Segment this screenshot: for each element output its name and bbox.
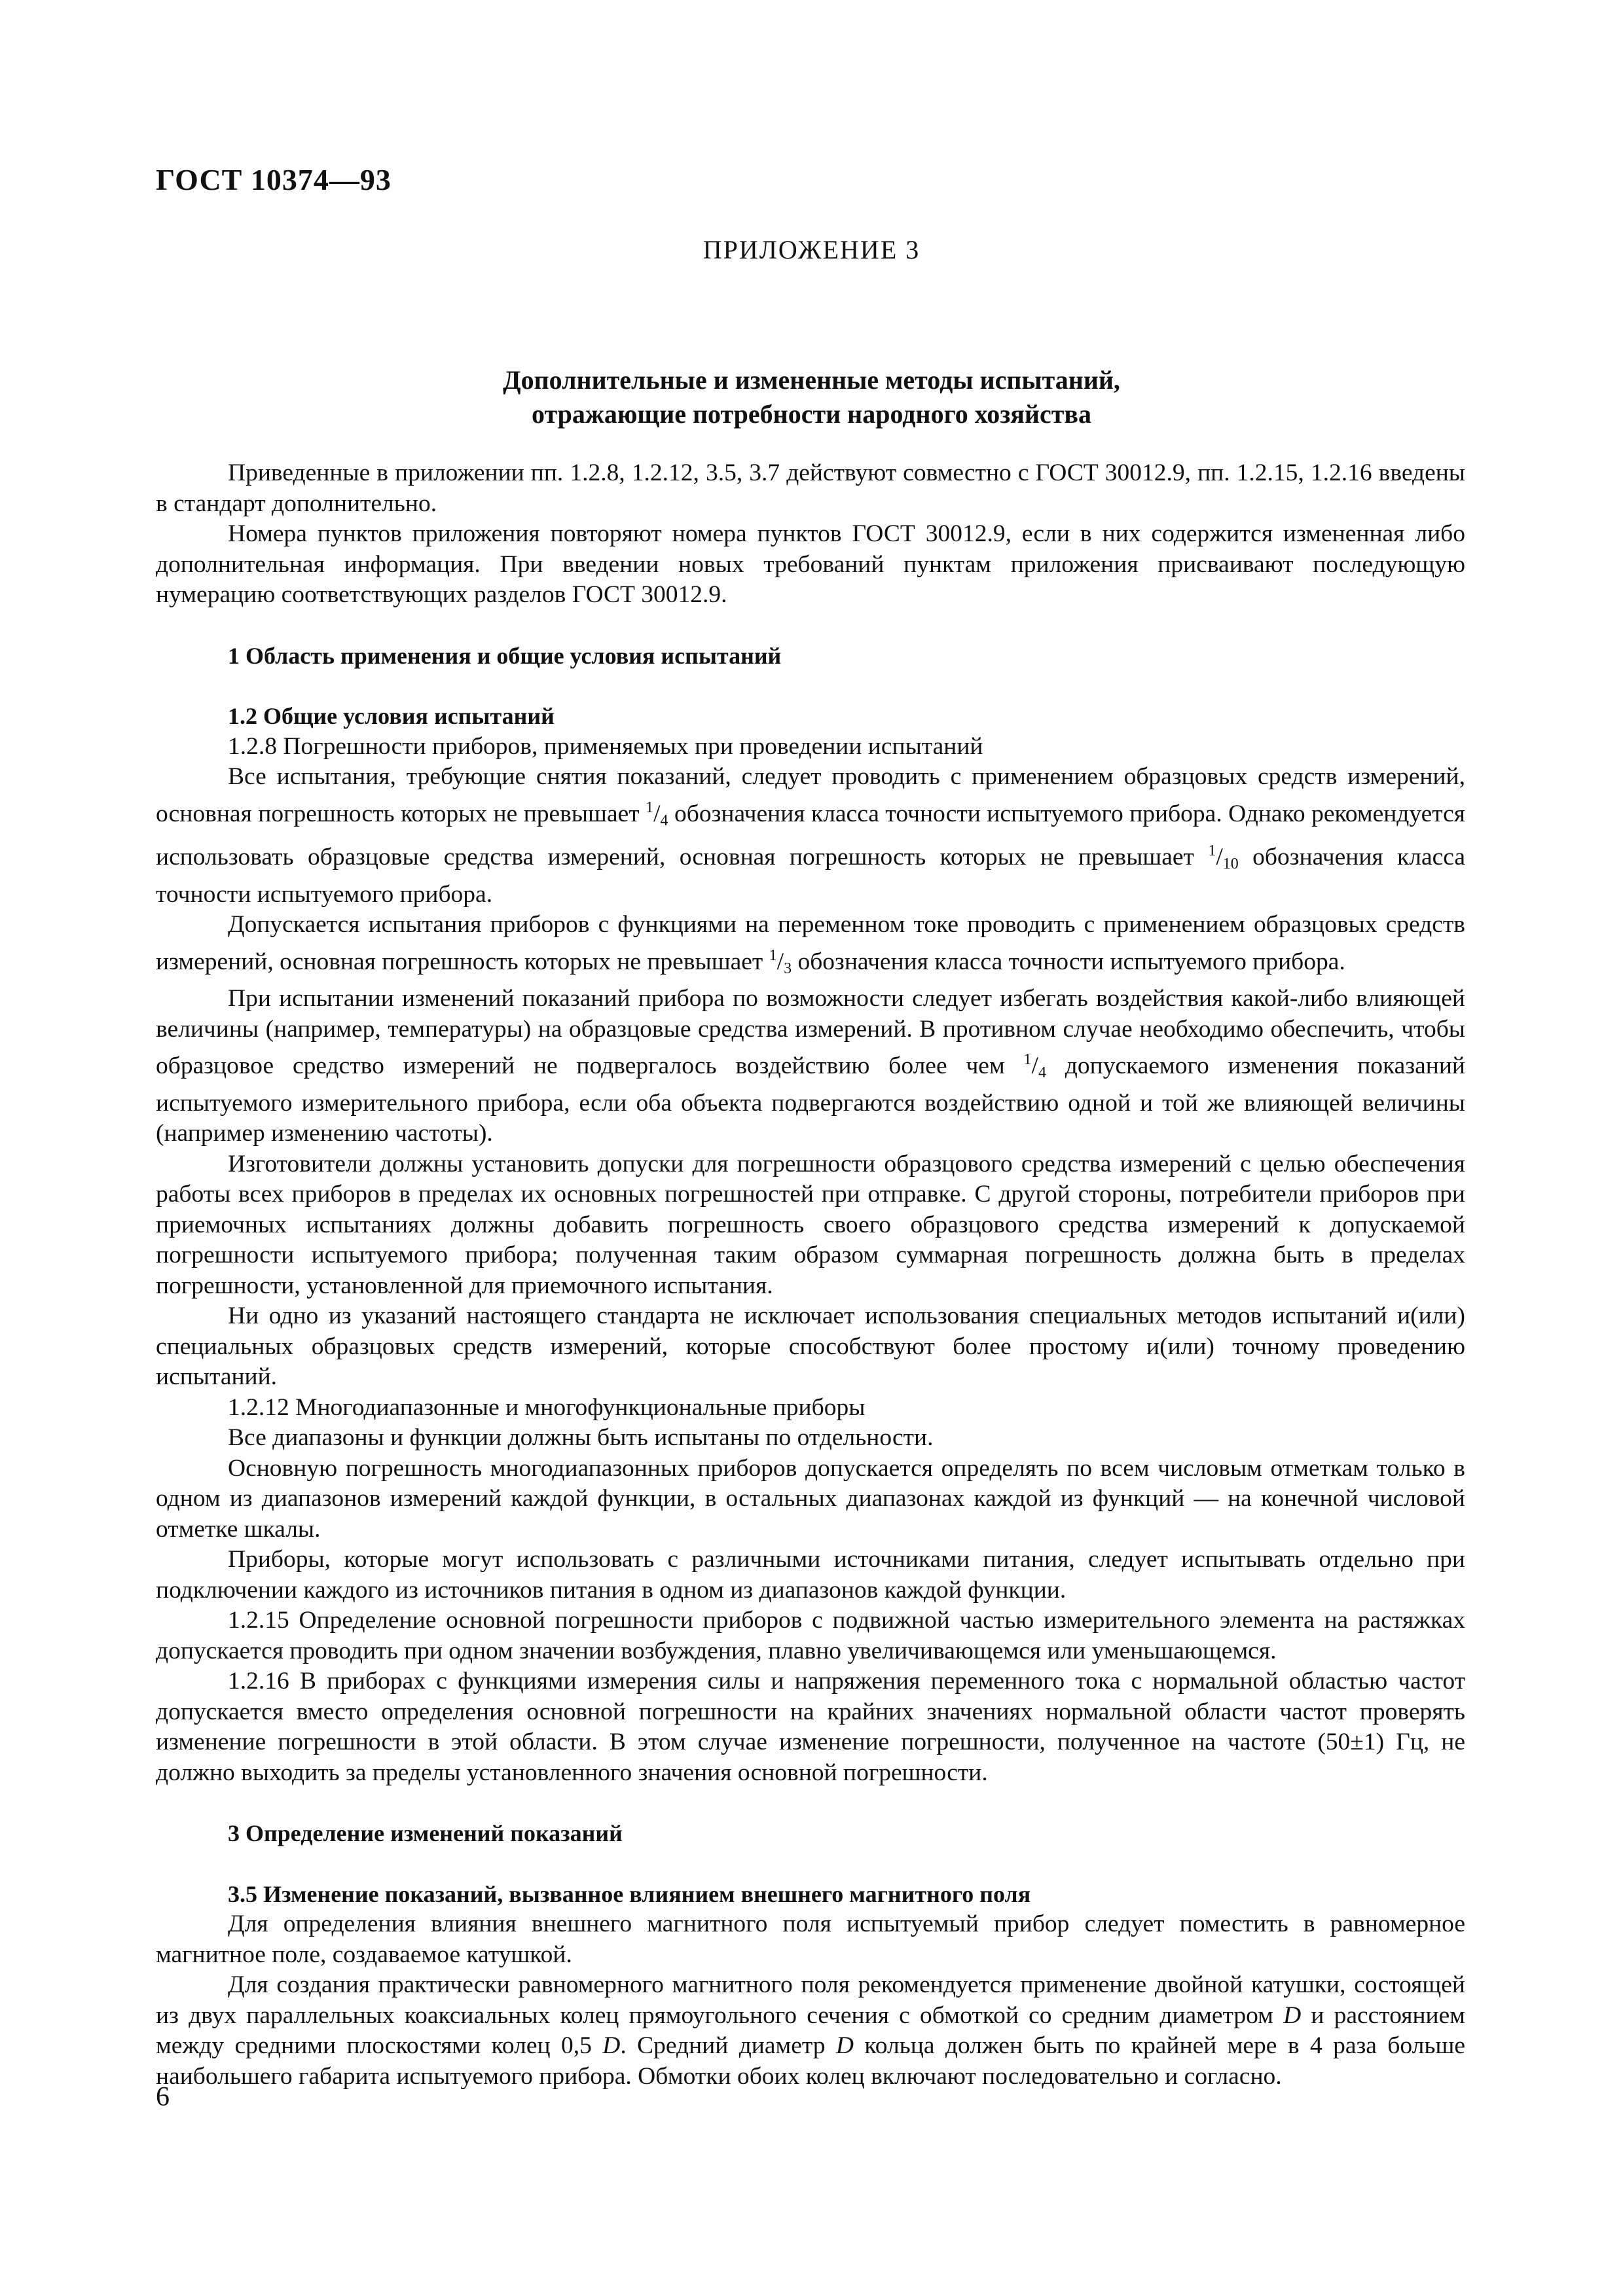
appendix-label: ПРИЛОЖЕНИЕ 3 (702, 235, 921, 264)
fraction-one-third: $^1/_3$ (769, 946, 792, 977)
section-3-heading: 3 Определение изменений показаний (228, 1820, 623, 1846)
clause-1-2-8-paragraph-d: Изготовители должны установить допуски для погрешности образцового средства измерений с целью обеспечения работы всех приборов в пределах их основных погрешностей при отправке. С другой стороны, потребители приборов при приемочных испытаниях должны добавить погрешность своего образцового средства измерений к допускаемой погрешности испытуемого прибора; полученная таким образом суммарная погрешность должна быть в пределах погрешности, установленной для приемочного испытания. (156, 1150, 1465, 1299)
clause-1-2-8-paragraph-c: При испытании изменений показаний прибора по возможности следует избегать воздействия какой-либо влияющей величины (например, температуры) на образцовые средства измерений. В противном случае необходимо обеспечить, чтобы образцовое средство измерений не подвергалось воздействию более чем $^1/_4$ допускаемого изменения показаний испытуемого измерительного прибора, если оба объекта подвергаются воздействию одной и той же влияющей величины (например изменению частоты). (156, 985, 1465, 1147)
appendix-title-line-1: Дополнительные и измененные методы испытаний, (503, 365, 1120, 395)
clause-1-2-15: 1.2.15 Определение основной погрешности приборов с подвижной частью измерительного элемента на растяжках допускается проводить при одном значении возбуждения, плавно увеличивающемся или уменьшающемся. (156, 1607, 1465, 1664)
fraction-one-quarter: $^1/_4$ (646, 798, 668, 829)
intro-paragraph-2: Номера пунктов приложения повторяют номера пунктов ГОСТ 30012.9, если в них содержится измененная либо дополнительная информация. При введении новых требований пунктам приложения присваивают последующую нумерацию соответствующих разделов ГОСТ 30012.9. (156, 520, 1465, 608)
appendix-title (0, 363, 1623, 431)
document-body (156, 458, 1465, 2092)
clause-1-2-8-title: 1.2.8 Погрешности приборов, применяемых при проведении испытаний (228, 732, 983, 760)
clause-1-2-12-paragraph-b: Основную погрешность многодиапазонных приборов допускается определять по всем числовым отметкам только в одном из диапазонов измерений каждой функции, в остальных диапазонах каждой из функций — на конечной числовой отметке шкалы. (156, 1454, 1465, 1543)
clause-3-5-paragraph-a: Для определения влияния внешнего магнитного поля испытуемый прибор следует поместить в равномерное магнитное поле, создаваемое катушкой. (156, 1910, 1465, 1968)
clause-1-2-12-paragraph-a: Все диапазоны и функции должны быть испытаны по отдельности. (228, 1424, 934, 1451)
clause-3-5-paragraph-b: Для создания практически равномерного магнитного поля рекомендуется применение двойной катушки, состоящей из двух параллельных коаксиальных колец прямоугольного сечения с обмоткой со средним диаметром D и расстоянием между средними плоскостями колец 0,5 D. Средний диаметр D кольца должен быть по крайней мере в 4 раза больше наибольшего габарита испытуемого прибора. Обмотки обоих колец включают последовательно и согласно. (156, 1971, 1466, 2090)
appendix-title-line-2: отражающие потребности народного хозяйства (532, 399, 1091, 429)
subsection-1-2-heading: 1.2 Общие условия испытаний (228, 703, 555, 729)
standard-code: ГОСТ 10374—93 (156, 163, 392, 196)
intro-paragraph-1: Приведенные в приложении пп. 1.2.8, 1.2.12, 3.5, 3.7 действуют совместно с ГОСТ 30012.9, пп. 1.2.15, 1.2.16 введены в стандарт дополнительно. (156, 459, 1465, 517)
clause-1-2-12-title: 1.2.12 Многодиапазонные и многофункциональные приборы (228, 1393, 866, 1421)
subsection-3-5-heading: 3.5 Изменение показаний, вызванное влиянием внешнего магнитного поля (228, 1880, 1031, 1907)
clause-1-2-8-paragraph-e: Ни одно из указаний настоящего стандарта не исключает использования специальных методов испытаний и(или) специальных образцовых средств измерений, которые способствуют более простому и(или) точному проведению испытаний. (156, 1302, 1465, 1390)
fraction-one-tenth: $^1/_{10}$ (1208, 842, 1239, 872)
clause-1-2-8-paragraph-a: Все испытания, требующие снятия показаний, следует проводить с применением образцовых средств измерений, основная погрешность которых не превышает $^1/_4$ обозначения класса точности испытуемого прибора. Однако рекомендуется использовать образцовые средства измерений, основная погрешность которых не превышает $^1/_{10}$ обозначения класса точности испытуемого прибора. (156, 763, 1466, 908)
page-number: 6 (156, 2082, 170, 2112)
fraction-one-quarter-2: $^1/_4$ (1023, 1051, 1046, 1081)
section-1-heading: 1 Область применения и общие условия испытаний (228, 642, 782, 669)
clause-1-2-12-paragraph-c: Приборы, которые могут использовать с различными источниками питания, следует испытывать отдельно при подключении каждого из источников питания в одном из диапазонов каждой функции. (156, 1546, 1465, 1604)
clause-1-2-8-paragraph-b: Допускается испытания приборов с функциями на переменном токе проводить с применением образцовых средств измерений, основная погрешность которых не превышает $^1/_3$ обозначения класса точности испытуемого прибора. (156, 911, 1465, 977)
clause-1-2-16: 1.2.16 В приборах с функциями измерения силы и напряжения переменного тока с нормальной областью частот допускается вместо определения основной погрешности на крайних значениях нормальной области частот проверять изменение погрешности в этой области. В этом случае изменение погрешности, полученное на частоте (50±1) Гц, не должно выходить за пределы установленного значения основной погрешности. (156, 1668, 1465, 1786)
